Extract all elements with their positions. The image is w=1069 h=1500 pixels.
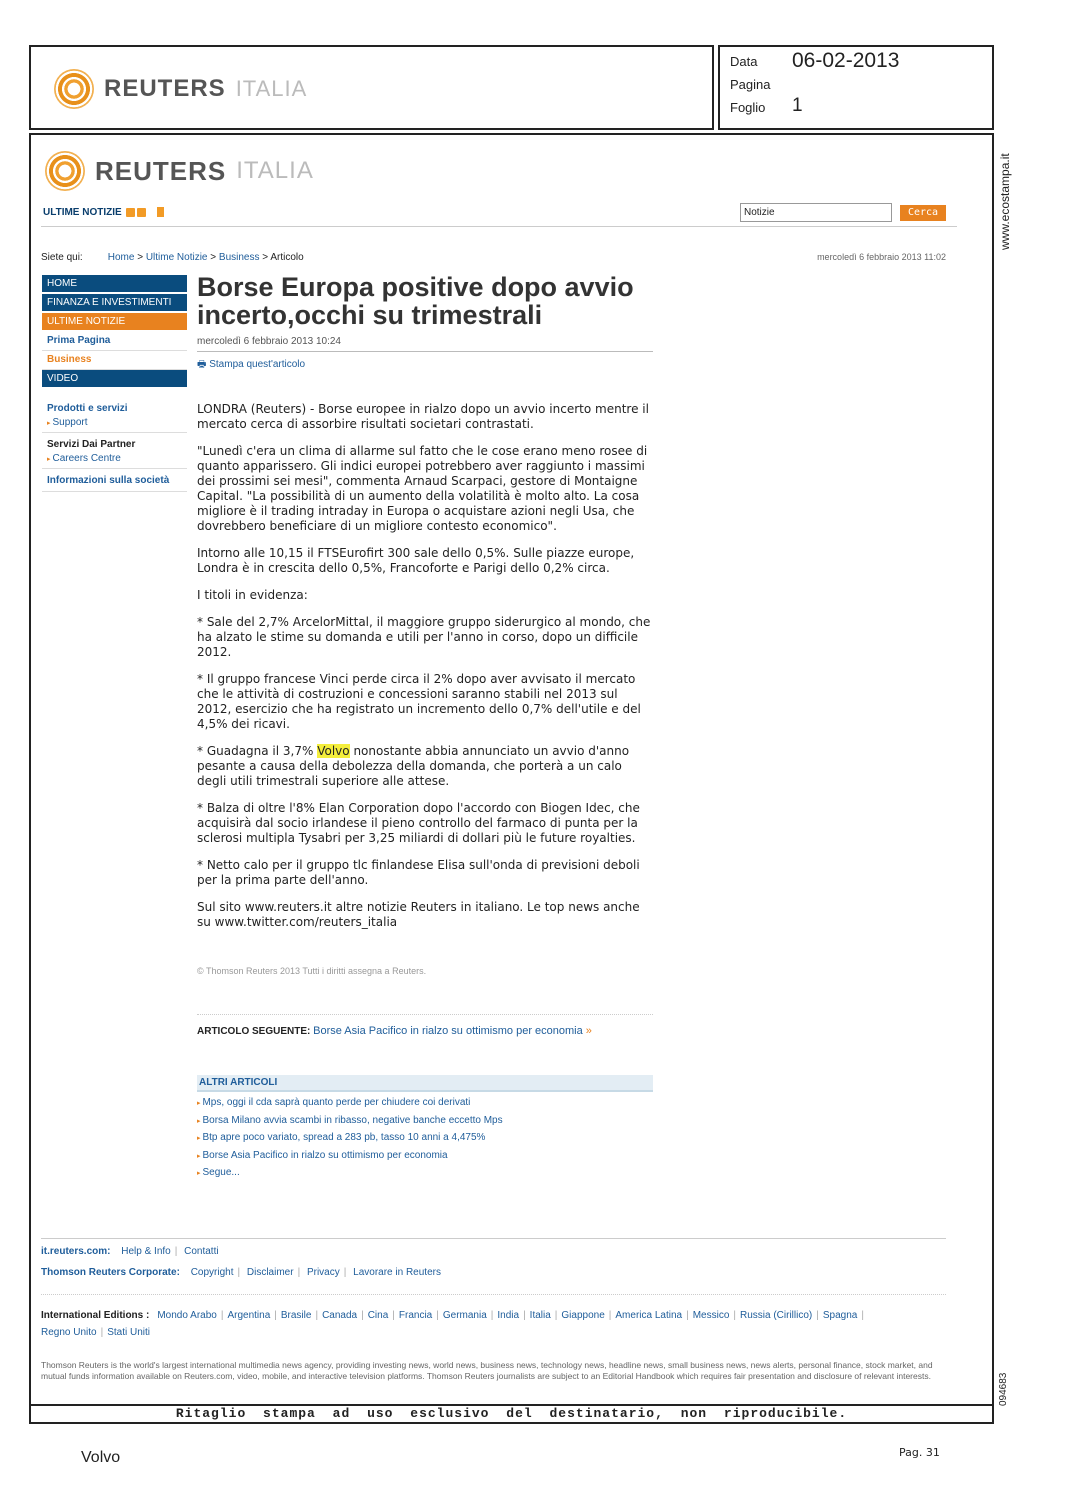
pagina-label: Pagina [730, 77, 771, 92]
edition-link[interactable]: Mondo Arabo [157, 1310, 217, 1321]
edition-separator: | [361, 1310, 364, 1321]
nav-home[interactable]: HOME [42, 275, 187, 292]
nav-support[interactable]: ▸ Support [42, 416, 187, 433]
nav-prodotti[interactable]: Prodotti e servizi [47, 403, 128, 414]
logo-word: REUTERS [104, 75, 226, 102]
logo-sub: ITALIA [235, 76, 308, 101]
footer-privacy[interactable]: Privacy [306, 1267, 340, 1278]
article-date: mercoledì 6 febbraio 2013 10:24 [197, 336, 341, 347]
latest-news-label: ULTIME NOTIZIE [43, 207, 122, 218]
edition-link[interactable]: Spagna [822, 1310, 858, 1321]
search-button[interactable]: Cerca [900, 205, 946, 221]
edition-separator: | [274, 1310, 277, 1321]
edition-separator: | [220, 1310, 224, 1321]
article-frame [29, 133, 994, 1424]
edition-separator: | [554, 1310, 558, 1321]
edition-separator: | [100, 1327, 104, 1338]
breadcrumb-sep: > [262, 252, 269, 263]
clipping-header [29, 45, 714, 130]
next-article [197, 1014, 653, 1037]
paragraph: Intorno alle 10,15 il FTSEurofirt 300 sale dello 0,5%. Sulle piazze europe, Londra è in crescita dello 0,5%, Francoforte e Parigi dello 0,2% circa. [197, 546, 635, 575]
rss-icon[interactable] [137, 208, 146, 217]
paragraph [197, 744, 653, 789]
footer-help[interactable]: Help & Info [121, 1246, 171, 1257]
footer-site: it.reuters.com: Help & Info | Contatti [41, 1238, 946, 1257]
search-input[interactable] [740, 203, 892, 222]
edition-link[interactable]: Giappone [561, 1310, 605, 1321]
list-item[interactable]: ▸ Borsa Milano avvia scambi in ribasso, negative banche eccetto Mps [197, 1115, 653, 1133]
printer-icon: 🖶 [197, 359, 207, 370]
footer-site-label: it.reuters.com: [41, 1246, 111, 1257]
nav-servizi: Servizi Dai Partner [47, 439, 136, 450]
edition-separator: | [392, 1310, 395, 1321]
paragraph: * Balza di oltre l'8% Elan Corporation dopo l'accordo con Biogen Idec, che acquisirà dal socio irlandese il pieno controllo del farmaco di punta per la sclerosi multipla Tysabri per 3,25 miliardi di dollari più le future royalties. [197, 801, 640, 845]
edition-link[interactable]: Stati Uniti [107, 1327, 150, 1338]
paragraph: LONDRA (Reuters) - Borse europee in rialzo dopo un avvio incerto mentre il mercato cerca di assorbire risultati societari contrastati. [197, 402, 649, 431]
article-copyright: © Thomson Reuters 2013 Tutti i diritti assegna a Reuters. [197, 966, 427, 976]
article-body [197, 402, 653, 930]
logo-sub: ITALIA [236, 157, 314, 184]
reuters-logo-main[interactable] [45, 151, 314, 191]
side-code: 094683 [998, 1372, 1009, 1406]
paragraph: * Sale del 2,7% ArcelorMittal, il maggiore gruppo siderurgico al mondo, che ha alzato le stime su domanda e utili per l'anno in corso, dopo un difficile 2012. [197, 615, 651, 659]
edition-separator: | [436, 1310, 439, 1321]
next-link[interactable]: Borse Asia Pacifico in rialzo su ottimismo per economia » [313, 1025, 592, 1037]
paragraph: "Lunedì c'era un clima di allarme sul fatto che le cose erano meno rosee di quanto apparissero. Gli indici europei potrebbero aver raggiunto i massimi dei prossimi sei mesi", commenta Arnaud Scarpaci, gestore di Montaigne Capital. "La possibilità di un aumento della volatilità è molto alto. La cosa migliore è il trading intraday in Europa o acquistare azioni negli Usa, che dovrebbero beneficiare di un migliore contesto economico". [197, 444, 648, 533]
data-value: 06-02-2013 [792, 49, 900, 72]
footer-disclaimer[interactable]: Disclaimer [246, 1267, 294, 1278]
edition-link[interactable]: Regno Unito [41, 1327, 97, 1338]
paragraph: * Il gruppo francese Vinci perde circa il 2% dopo aver avvisato il mercato che le attività di costruzioni e concessioni saranno stabili nel 2013 sul 2012, esercizio che ha registrato un incremento dello 0,7% dell'utile e del 4,5% dei ricavi. [197, 672, 641, 731]
footer-corp-label: Thomson Reuters Corporate: [41, 1267, 180, 1278]
nav-careers[interactable]: ▸ Careers Centre [42, 452, 187, 469]
paragraph: Sul sito www.reuters.it altre notizie Reuters in italiano. Le top news anche su www.twitter.com/reuters_italia [197, 900, 640, 929]
edition-link[interactable]: Russia (Cirillico) [740, 1310, 813, 1321]
p7-pre: * Guadagna il 3,7% [197, 744, 318, 758]
list-item[interactable]: ▸ Mps, oggi il cda saprà quanto perde per chiudere coi derivati [197, 1097, 653, 1115]
print-link[interactable] [197, 357, 653, 374]
highlight-volvo: Volvo [317, 744, 350, 758]
edition-link[interactable]: Germania [442, 1310, 487, 1321]
edition-link[interactable]: India [497, 1310, 520, 1321]
footer-keyword: Volvo [81, 1449, 121, 1466]
edition-link[interactable]: Messico [692, 1310, 730, 1321]
breadcrumb-sep: > [137, 252, 144, 263]
foglio-label: Foglio [730, 100, 766, 115]
footer-disclaimer-text: Thomson Reuters is the world's largest international multimedia news agency, providing investing news, world news, business news, technology news, headline news, small business news, news alerts, personal finance, stock market, and mutual funds information available on Reuters.com, video, mobile, and interactive television platforms. Thomson Reuters journalists are subject to an Editorial Handbook which requires fair presentation and disclosure of relevant interests. [41, 1360, 933, 1381]
foglio-value: 1 [792, 95, 803, 116]
data-label: Data [730, 54, 758, 69]
reuters-logo [54, 69, 307, 109]
altri-list [197, 1097, 653, 1185]
edition-separator: | [608, 1310, 612, 1321]
edition-separator: | [315, 1310, 319, 1321]
nav-ultime[interactable]: ULTIME NOTIZIE [42, 313, 187, 330]
edition-separator: | [861, 1310, 864, 1321]
list-item[interactable]: ▸ Borse Asia Pacifico in rialzo su ottimismo per economia [197, 1150, 653, 1168]
breadcrumb-home[interactable]: Home [107, 252, 135, 263]
article [197, 273, 653, 1185]
clipping-notice: Ritaglio stampa ad uso esclusivo del destinatario, non riproducibile. [31, 1404, 992, 1422]
article-title: Borse Europa positive dopo avvio incerto,occhi su trimestrali [197, 272, 634, 330]
nav-prima[interactable]: Prima Pagina [42, 332, 187, 351]
nav-video[interactable]: VIDEO [42, 370, 187, 387]
print-label: Stampa quest'articolo [209, 359, 306, 370]
footer-corp: Thomson Reuters Corporate: Copyright | Disclaimer | Privacy | Lavorare in Reuters [41, 1267, 441, 1278]
breadcrumb [41, 252, 304, 263]
edition-separator: | [816, 1310, 819, 1321]
editions-label: International Editions : [41, 1310, 150, 1321]
nav-business[interactable]: Business [42, 351, 187, 370]
edition-separator: | [490, 1310, 494, 1321]
page-number: Pag. 31 [899, 1446, 940, 1459]
edition-link[interactable]: Argentina [227, 1310, 271, 1321]
next-label: ARTICOLO SEGUENTE: [197, 1026, 311, 1037]
nav-finanza[interactable]: FINANZA E INVESTIMENTI [42, 294, 187, 311]
edition-link[interactable]: Brasile [280, 1310, 312, 1321]
left-nav [42, 275, 187, 492]
footer-lavorare[interactable]: Lavorare in Reuters [353, 1267, 441, 1278]
edition-link[interactable]: Italia [529, 1310, 551, 1321]
edition-separator: | [733, 1310, 736, 1321]
altri-header: ALTRI ARTICOLI [197, 1075, 653, 1092]
reuters-logo-icon [45, 151, 85, 191]
edition-link[interactable]: Canada [322, 1310, 358, 1321]
reuters-logo-icon [54, 69, 94, 109]
feed-icon[interactable] [157, 207, 164, 217]
breadcrumb-business[interactable]: Business [218, 252, 260, 263]
rss-icon[interactable] [126, 208, 135, 217]
nav-info[interactable]: Informazioni sulla società [42, 473, 187, 492]
page-timestamp: mercoledì 6 febbraio 2013 11:02 [817, 252, 946, 262]
edition-link[interactable]: Cina [367, 1310, 389, 1321]
paragraph: I titoli in evidenza: [197, 588, 308, 602]
footer-contatti[interactable]: Contatti [184, 1246, 219, 1257]
edition-separator: | [686, 1310, 689, 1321]
side-site: www.ecostampa.it [998, 153, 1012, 250]
edition-link[interactable]: America Latina [615, 1310, 683, 1321]
footer-copyright[interactable]: Copyright [190, 1267, 234, 1278]
breadcrumb-label: Siete qui: [41, 252, 83, 263]
p7-post: nonostante abbia annunciato un avvio d'anno pesante a causa della debolezza della domanda, che porterà a un calo degli utili trimestrali superiore alle attese. [197, 744, 630, 788]
list-item[interactable]: ▸ Segue... [197, 1167, 653, 1185]
edition-link[interactable]: Francia [398, 1310, 433, 1321]
breadcrumb-ultime[interactable]: Ultime Notizie [145, 252, 208, 263]
latest-news-link[interactable] [43, 207, 164, 218]
edition-separator: | [523, 1310, 526, 1321]
breadcrumb-current: Articolo [270, 252, 304, 263]
breadcrumb-sep: > [210, 252, 217, 263]
clipping-meta [718, 45, 994, 130]
paragraph: * Netto calo per il gruppo tlc finlandese Elisa sull'onda di previsioni deboli per la prima parte dell'anno. [197, 858, 640, 887]
top-bar [41, 205, 957, 227]
logo-word: REUTERS [95, 155, 227, 186]
list-item[interactable]: ▸ Btp apre poco variato, spread a 283 pb, tasso 10 anni a 4,475% [197, 1132, 653, 1150]
footer-editions [41, 1294, 946, 1341]
